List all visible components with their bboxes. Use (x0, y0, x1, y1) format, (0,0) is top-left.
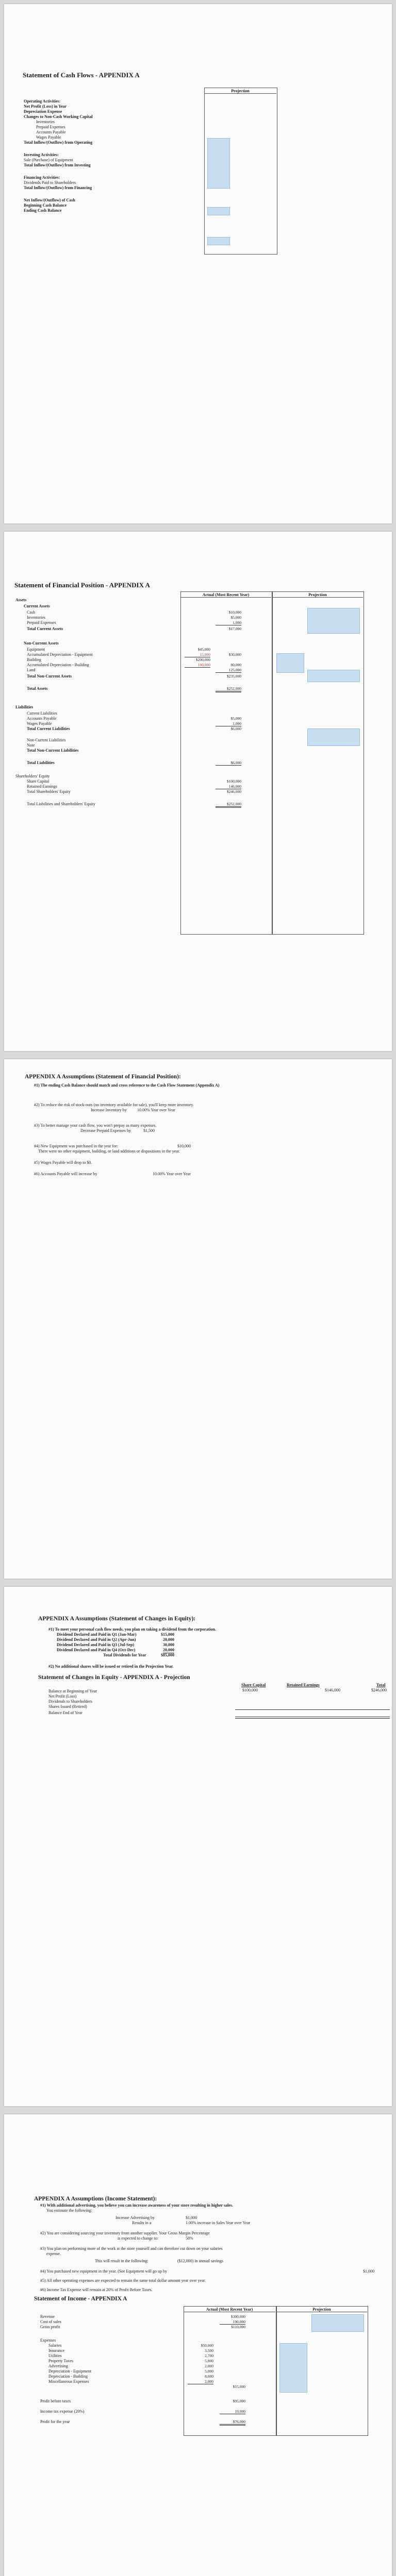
is-expense-label: Miscellaneous Expenses (48, 2379, 89, 2384)
is-projection-header: Projection (276, 2307, 367, 2312)
is-expense-label: Depreciation - Equipment (48, 2369, 92, 2374)
is-proj-expenses-input[interactable] (279, 2343, 307, 2393)
sce-r2: Net Profit (Loss) (48, 1694, 77, 1699)
fp-v-sc: $100,000 (226, 779, 241, 784)
aeq-d1-value: $15,000 (161, 1632, 174, 1637)
is-gp-label: Gross profit (40, 2325, 60, 2329)
is-np-label: Profit for the year (40, 2419, 70, 2424)
fp-ap-label: Accounts Payable (27, 716, 57, 721)
ais-1d: Results in a (132, 2221, 152, 2225)
is-v-gp: $110,000 (231, 2325, 245, 2329)
afp-4b: There were no other equipment, building, or land additions or dispositions in the year. (38, 1149, 180, 1154)
afp-2b-value: 10.00% Year over Year (137, 1108, 175, 1112)
ais-4: #4) You purchased new equipment in the year. (See Equipment will go up by (40, 2269, 167, 2274)
fp-proj-building-input[interactable] (307, 670, 360, 682)
is-expense-label: Utilities (48, 2353, 62, 2358)
aeq-d2: Dividend Declared and Paid in Q2 (Apr-Jun) (57, 1637, 136, 1642)
fp-v-ta: $252,000 (216, 686, 241, 692)
page-cash-flows (4, 4, 392, 523)
fp-total-liab-label: Total Liabilities (27, 760, 55, 765)
fp-proj-current-assets-input[interactable] (307, 608, 360, 634)
fp-total-current-label: Total Current Assets (27, 626, 63, 631)
fp-total-assets-label: Total Assets (27, 686, 48, 691)
aeq-1: #1) To meet your personal cash flow needs, you plan on taking a dividend from the corporation. (48, 1627, 217, 1632)
sce-title: Statement of Changes in Equity - APPENDIX A - Projection (38, 1674, 190, 1681)
fp-current-liab-label: Current Liabilities (27, 711, 57, 716)
ais-5: #5) All other operating expenses are expected to remain the same total dollar amount year over year. (40, 2278, 206, 2283)
fp-v-wages: 1,000 (216, 721, 241, 726)
fp-proj-equipment-input[interactable] (276, 653, 304, 673)
cash-flow-row-label: Wages Payable (36, 135, 61, 140)
ais-1: #1) With additional advertising, you believe you can increase awareness of your store resulting in higher sales. (40, 2203, 233, 2208)
is-v-tax: 19,000 (220, 2409, 245, 2414)
cash-flow-row-label: Operating Activities: (24, 99, 61, 104)
is-v-pbt: $95,000 (233, 2399, 245, 2403)
is-v-cos: 190,000 (220, 2319, 245, 2325)
is-expense-value: 5,000 (205, 2369, 213, 2374)
sce-r4: Shares Issued (Retired) (48, 1704, 87, 1709)
ais-1b: You estimate the following: (46, 2208, 92, 2213)
fp-v-prepaid: 1,000 (216, 620, 241, 625)
fp-v-ap: $5,000 (230, 716, 241, 721)
aeq-d3-value: 30,000 (163, 1642, 174, 1647)
cash-flow-row-label: Depreciation Expense (24, 109, 62, 114)
fp-retained-label: Retained Earnings (27, 784, 57, 789)
fp-equity-label: Shareholders' Equity (15, 774, 50, 778)
cash-flow-input-block-3[interactable] (207, 237, 230, 245)
cash-flow-row-label: Sale (Purchase) of Equipment (24, 158, 73, 162)
is-expense-label: Advertising (48, 2364, 68, 2368)
fp-v-equip: $45,000 (197, 647, 210, 652)
fp-v-bld: $200,000 (195, 657, 210, 662)
fp-cash-label: Cash (27, 610, 35, 615)
fp-acc-dep-bld-label: Accumulated Depreciation - Building (27, 663, 89, 667)
fp-building-label: Building (27, 657, 42, 662)
fp-noncurrent-liab-label: Non-Current Liabilities (27, 738, 66, 742)
fp-v-bldnet: 80,000 (230, 663, 241, 667)
cash-flow-row-label: Ending Cash Balance (24, 208, 62, 213)
sce-r1-c3: $246,000 (371, 1688, 387, 1692)
aeq-d3: Dividend Declared and Paid in Q3 (Jul-Sep) (57, 1642, 135, 1647)
fp-total-noncurrent-liab-label: Total Non-Current Liabilities (27, 748, 79, 753)
afp-1: #1) The ending Cash Balance should match and cross reference to the Cash Flow Statement (Appendix A) (34, 1083, 220, 1088)
is-expense-value: 3,500 (205, 2348, 213, 2353)
afp-title: APPENDIX A Assumptions (Statement of Financial Position): (25, 1074, 181, 1080)
cash-flow-row-label: Total Inflow/(Outflow) from Investing (24, 163, 91, 167)
cash-flow-input-block-2[interactable] (207, 207, 230, 215)
aeq-d4: Dividend Declared and Paid in Q4 (Oct-Dec) (57, 1648, 136, 1652)
afp-3b-value: $1,500 (143, 1128, 155, 1133)
sce-r1: Balance at Beginning of Year (48, 1689, 97, 1693)
aeq-d4-value: 20,000 (163, 1648, 174, 1652)
is-expense-value: 8,000 (205, 2374, 213, 2379)
cash-flow-row-label: Changes to Non-Cash Working Capital (24, 114, 93, 119)
is-expense-value: 2,000 (188, 2379, 213, 2384)
fp-v-tcl: $6,000 (230, 726, 241, 731)
afp-3: #3) To better manage your cash flow, you won't prepay as many expenses. (34, 1123, 157, 1128)
page-assumptions-fp (4, 1059, 392, 1579)
aeq-dt: Total Dividends for Year (103, 1653, 146, 1657)
ais-2b: is expected to change to: (118, 2236, 159, 2241)
aeq-d1: Dividend Declared and Paid in Q1 (Jan-Mar) (57, 1632, 137, 1637)
ais-4-value: $1,000 (363, 2269, 374, 2274)
is-v-rev: $300,000 (230, 2314, 245, 2319)
is-proj-revenue-input[interactable] (311, 2314, 364, 2332)
cash-flow-row-label: Investing Activities: (24, 152, 59, 157)
ais-3c: This will result in the following: (95, 2259, 148, 2263)
aeq-title: APPENDIX A Assumptions (Statement of Changes in Equity): (38, 1616, 196, 1622)
page-financial-position (4, 532, 392, 1051)
cash-flow-row-label: Dividends Paid to Shareholders (24, 180, 76, 185)
cash-flow-input-block-1[interactable] (207, 138, 230, 189)
is-expenses-label: Expenses (40, 2338, 56, 2343)
is-revenue-label: Revenue (40, 2314, 55, 2319)
cash-flow-row-label: Prepaid Expenses (36, 125, 65, 129)
sce-r5: Balance End of Year (48, 1710, 82, 1715)
fp-v-eqnet: $30,000 (228, 652, 241, 657)
cash-flow-title: Statement of Cash Flows - APPENDIX A (23, 71, 140, 79)
is-cos-label: Cost of sales (40, 2319, 61, 2324)
aeq-2: #2) No additional shares will be issued or retired in the Projection Year. (48, 1664, 174, 1669)
is-expense-label: Property Taxes (48, 2359, 73, 2363)
fp-note-label: Note (27, 743, 35, 748)
fp-v-tnca: $235,000 (226, 674, 241, 679)
is-actual-header: Actual (Most Recent Year) (184, 2307, 275, 2312)
afp-3b: Decrease Prepaid Expenses by (80, 1128, 131, 1133)
sce-rule-3 (235, 1718, 390, 1719)
afp-6: #6) Accounts Payable will increase by (34, 1172, 97, 1176)
cash-flow-row-label: Inventories (36, 120, 55, 124)
fp-current-assets-label: Current Assets (24, 604, 50, 608)
ais-1c-value: $1,000 (186, 2215, 197, 2220)
sce-r1-c1: $100,000 (242, 1688, 258, 1692)
fin-position-title: Statement of Financial Position - APPENDIX A (14, 581, 150, 589)
cash-flow-row-label: Net Inflow/(Outflow) of Cash (24, 198, 75, 202)
is-title: Statement of Income - APPENDIX A (34, 2296, 127, 2302)
is-v-np: $76,000 (220, 2419, 245, 2426)
ais-6: #6) Income Tax Expense will remain at 20% of Profit Before Taxes. (40, 2287, 153, 2292)
fp-v-adeq: 15,000 (185, 652, 210, 657)
ais-3b: expense. (46, 2251, 61, 2256)
fp-total-noncurrent-label: Total Non-Current Assets (27, 674, 72, 679)
fp-noncurrent-label: Non-Current Assets (24, 641, 59, 646)
fp-v-tle: $252,000 (216, 802, 241, 808)
cash-flow-row-label: Accounts Payable (36, 130, 66, 134)
ais-1c: Increase Advertising by (116, 2215, 155, 2220)
cash-flow-row-label: Total Inflow/(Outflow) from Financing (24, 185, 92, 190)
fp-v-inv: $5,000 (230, 615, 241, 620)
fp-v-land: 125,000 (216, 668, 241, 673)
afp-4-value: $10,000 (177, 1144, 191, 1148)
fp-liabilities-label: Liabilities (15, 705, 34, 709)
aeq-d2-value: 20,000 (163, 1637, 174, 1642)
fp-v-cash: $10,000 (228, 610, 241, 615)
fp-proj-liabilities-input[interactable] (307, 728, 360, 746)
is-expense-value: 2,700 (205, 2353, 213, 2358)
fp-v-re: 146,000 (216, 784, 241, 789)
afp-5: #5) Wages Payable will drop to $0. (34, 1160, 92, 1165)
aeq-dt-value: $85,000 (161, 1653, 174, 1657)
afp-2: #2) To reduce the risk of stock-outs (no inventory available for sale), you'll keep more inventory. (34, 1103, 194, 1107)
sce-r3: Dividends to Shareholders (48, 1699, 92, 1704)
sce-col-retained: Retained Earnings (287, 1683, 320, 1687)
cash-flow-row-label: Net Profit (Loss) in Year (24, 104, 67, 109)
ais-2b-value: 58% (186, 2236, 193, 2241)
fp-projection-header: Projection (272, 592, 363, 598)
cash-flow-row-label: Beginning Cash Balance (24, 203, 67, 208)
fp-v-tl: $6,000 (216, 760, 241, 766)
afp-2b: Increase Inventory by (91, 1108, 127, 1112)
is-v-texp: $15,000 (233, 2384, 245, 2389)
ais-1d-value: 1.00% increase in Sales Year over Year (186, 2221, 251, 2225)
cash-flow-row-label: Financing Activities: (24, 175, 60, 180)
fp-total-equity-label: Total Shareholders' Equity (27, 789, 71, 794)
sce-rule-1 (235, 1709, 390, 1710)
sce-col-total: Total (376, 1683, 386, 1687)
is-expense-value: $50,000 (201, 2343, 213, 2348)
fp-wages-label: Wages Payable (27, 721, 52, 726)
is-expense-label: Salaries (48, 2343, 62, 2348)
fp-v-adbld: 100,000 (185, 663, 210, 668)
ais-title: APPENDIX A Assumptions (Income Statement): (34, 2196, 157, 2202)
sce-col-share-capital: Share Capital (241, 1683, 266, 1687)
afp-4: #4) New Equipment was purchased in the year for: (34, 1144, 119, 1148)
cash-flow-projection-header: Projection (204, 89, 276, 94)
fp-share-capital-label: Share Capital (27, 779, 50, 784)
is-expense-value: 5,800 (205, 2359, 213, 2363)
is-expense-label: Insurance (48, 2348, 65, 2353)
ais-3c-value: ($12,000) in annual savings (177, 2259, 223, 2263)
afp-6-value: 10.00% Year over Year (153, 1172, 191, 1176)
ais-2: #2) You are considering sourcing your inventory from another supplier. Your Gross Margin Percentage (40, 2231, 210, 2235)
fp-v-tca: $17,000 (228, 626, 241, 631)
page-assumptions-equity (4, 1587, 392, 2106)
fp-inventories-label: Inventories (27, 615, 45, 620)
is-pbt-label: Profit before taxes (40, 2399, 71, 2403)
fp-land-label: Land (27, 668, 36, 672)
page-assumptions-income (4, 2114, 392, 2576)
ais-3: #3) You plan on performing more of the work at the store yourself and can therefore cut down on your salaries (40, 2246, 223, 2251)
is-expense-label: Depreciation - Building (48, 2374, 88, 2379)
fp-projection-column (272, 591, 364, 935)
fp-total-current-liab-label: Total Current Liabilities (27, 726, 70, 731)
is-tax-label: Income tax expense (20%) (40, 2409, 85, 2414)
fp-v-te: $246,000 (226, 789, 241, 794)
fp-actual-header: Actual (Most Recent Year) (180, 592, 271, 598)
fp-acc-dep-eq-label: Accumulated Depreciation - Equipment (27, 652, 93, 657)
fp-prepaid-label: Prepaid Expenses (27, 620, 56, 625)
sce-r1-c2: $146,000 (325, 1688, 340, 1692)
fp-assets-label: Assets (15, 598, 27, 602)
fp-total-le-label: Total Liabilities and Shareholders' Equity (27, 802, 95, 806)
fp-equipment-label: Equipment (27, 647, 45, 652)
is-expense-value: 2,000 (205, 2364, 213, 2368)
cash-flow-row-label: Total Inflow/(Outflow) from Operating (24, 140, 93, 145)
